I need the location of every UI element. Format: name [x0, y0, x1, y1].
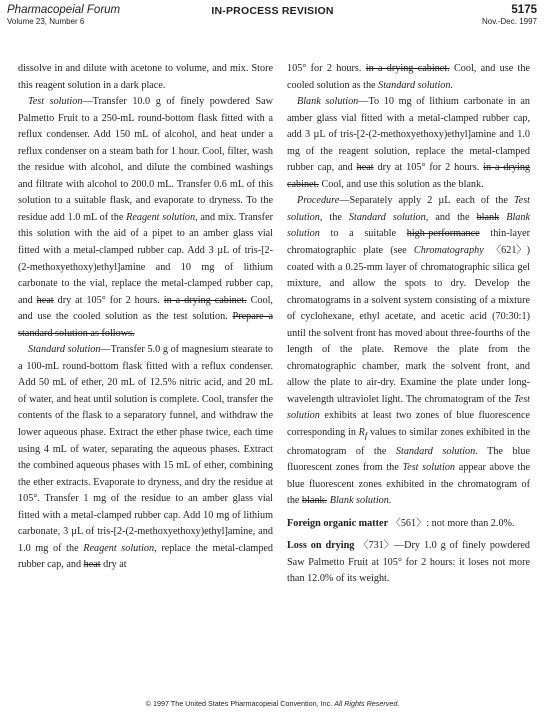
blank-solution-paragraph: Blank solution—To 10 mg of lithium carbonate in an amber glass vial fitted with a metal-clamped rubber cap, add 3 µL of tris-[2-(2-methoxyethoxy)ethyl]amine and 1.0 mg of the reagent solution, replace the metal-clamped rubber cap, and heat dry at 105° for 2 hours. in a drying cabinet. Cool, and use this solution as the blank.	[287, 96, 531, 190]
deleted-text: high-performance	[406, 228, 480, 240]
copyright-footer: © 1997 The United States Pharmacopeial Convention, Inc. All Rights Reserved.	[145, 699, 400, 708]
section-title: IN-PROCESS REVISION	[211, 5, 334, 17]
deleted-text: blank.	[302, 495, 328, 507]
page-number: 5175	[511, 4, 537, 16]
issue-date: Nov.-Dec. 1997	[482, 17, 537, 26]
running-header-right	[482, 4, 537, 27]
loss-on-drying-label: Loss on drying	[287, 540, 355, 552]
loss-on-drying: Loss on drying 〈731〉—Dry 1.0 g of finely powdered Saw Palmetto Fruit at 105° for 2 hours: it loses not more than 12.0% of its weight.	[287, 540, 530, 585]
deleted-text: heat	[36, 294, 54, 306]
deleted-text: Prepare a standard solution as follows.	[18, 311, 273, 339]
journal-title: Pharmacopeial Forum	[7, 4, 121, 16]
foreign-organic-matter-label: Foreign organic matter	[287, 517, 389, 529]
standard-solution-continued: 105° for 2 hours. in a drying cabinet. Cool, and use the cooled solution as the Standard solution.	[287, 63, 530, 91]
left-column	[18, 61, 273, 574]
test-solution-paragraph: Test solution—Transfer 10.0 g of finely powdered Saw Palmetto Fruit to a 250-mL round-bottom flask fitted with a reflux condenser. Add 150 mL of alcohol, and heat under a reflux condenser on a steam bath for 1 hour. Cool, filter, wash the residue with alcohol, and dilute the combined washings and filtrate with alcohol to 200.0 mL. Transfer 0.6 mL of this solution to a suitable flask, and evaporate to dryness. To the residue add 1.0 mL of the Reagent solution, and mix. Transfer this solution with the aid of a pipet to an amber glass vial fitted with a metal-clamped rubber cap. Add 3 µL of tris-[2-(2-methoxyethoxy)ethyl]amine and 10 mg of lithium carbonate to the vial, replace the metal-clamped rubber cap, and heat dry at 105° for 2 hours. in a drying cabinet. Cool, and use the cooled solution as the test solution. Prepare a standard solution as follows.	[18, 96, 273, 339]
foreign-organic-matter: Foreign organic matter 〈561〉: not more than 2.0%.	[287, 517, 515, 529]
deleted-text: heat	[83, 559, 101, 571]
procedure-heading: Procedure	[297, 195, 340, 207]
standard-solution-heading: Standard solution	[28, 344, 101, 356]
procedure-paragraph: Procedure—Separately apply 2 µL each of the Test solution, the Standard solution, and the blank Blank solution to a suitable high-performance thin-layer chromatographic plate (see Chromatography 〈621〉) coated with a 0.25-mm layer of chromatographic silica gel mixture, and allow the spots to dry. Develop the chromatograms in a solvent system consisting of a mixture of cyclohexane, ethyl acetate, and acetic acid (70:30:1) until the solvent front has moved about three-fourths of the length of the plate. Remove the plate from the chromatographic chamber, mark the solvent front, and allow the plate to air-dry. Examine the plate under long-wavelength ultraviolet light. The chromatogram of the Test solution exhibits at least two zones of blue fluorescence corresponding in $R_f$ values to similar zones exhibited in the chromatogram of the Standard solution. The blue fluorescent zones from the Test solution appear above the blue fluorescent zones exhibited in the chromatogram of the blank. Blank solution.	[287, 195, 531, 507]
test-solution-heading: Test solution	[28, 96, 83, 108]
volume-number: Volume 23, Number 6	[7, 17, 85, 26]
deleted-text: blank	[476, 211, 500, 223]
blank-solution-heading: Blank solution	[297, 96, 359, 108]
right-column	[287, 61, 530, 588]
standard-solution-paragraph: Standard solution—Transfer 5.0 g of magnesium stearate to a 100-mL round-bottom flask fitted with a reflux condenser. Add 50 mL of ether, 20 mL of 12.5% nitric acid, and 20 mL of water, and heat until solution is complete. Cool, transfer the contents of the flask to a separatory funnel, and withdraw the lower aqueous phase. Extract the ether phase twice, each time using 4 mL of water, separating the aqueous phases. Extract the combined aqueous phases with 15 mL of ether, combining the ether extracts. Evaporate to dryness, and dry the residue at 105°. Transfer 1 mg of the residue to an amber glass vial fitted with a metal-clamped rubber cap. Add 10 mg of lithium carbonate, 3 µL of tris-[2-(2-methoxyethoxy)ethyl]amine, and 1.0 mg of the Reagent solution, replace the metal-clamped rubber cap, and heat dry at	[18, 344, 273, 571]
deleted-text: in a drying cabinet.	[365, 63, 450, 74]
deleted-text: in a drying cabinet.	[287, 162, 531, 190]
deleted-text: heat	[356, 162, 374, 174]
deleted-text: in a drying cabinet.	[163, 294, 247, 306]
reagent-storage-paragraph: dissolve in and dilute with acetone to volume, and mix. Store this reagent solution in a dark place.	[18, 63, 273, 91]
